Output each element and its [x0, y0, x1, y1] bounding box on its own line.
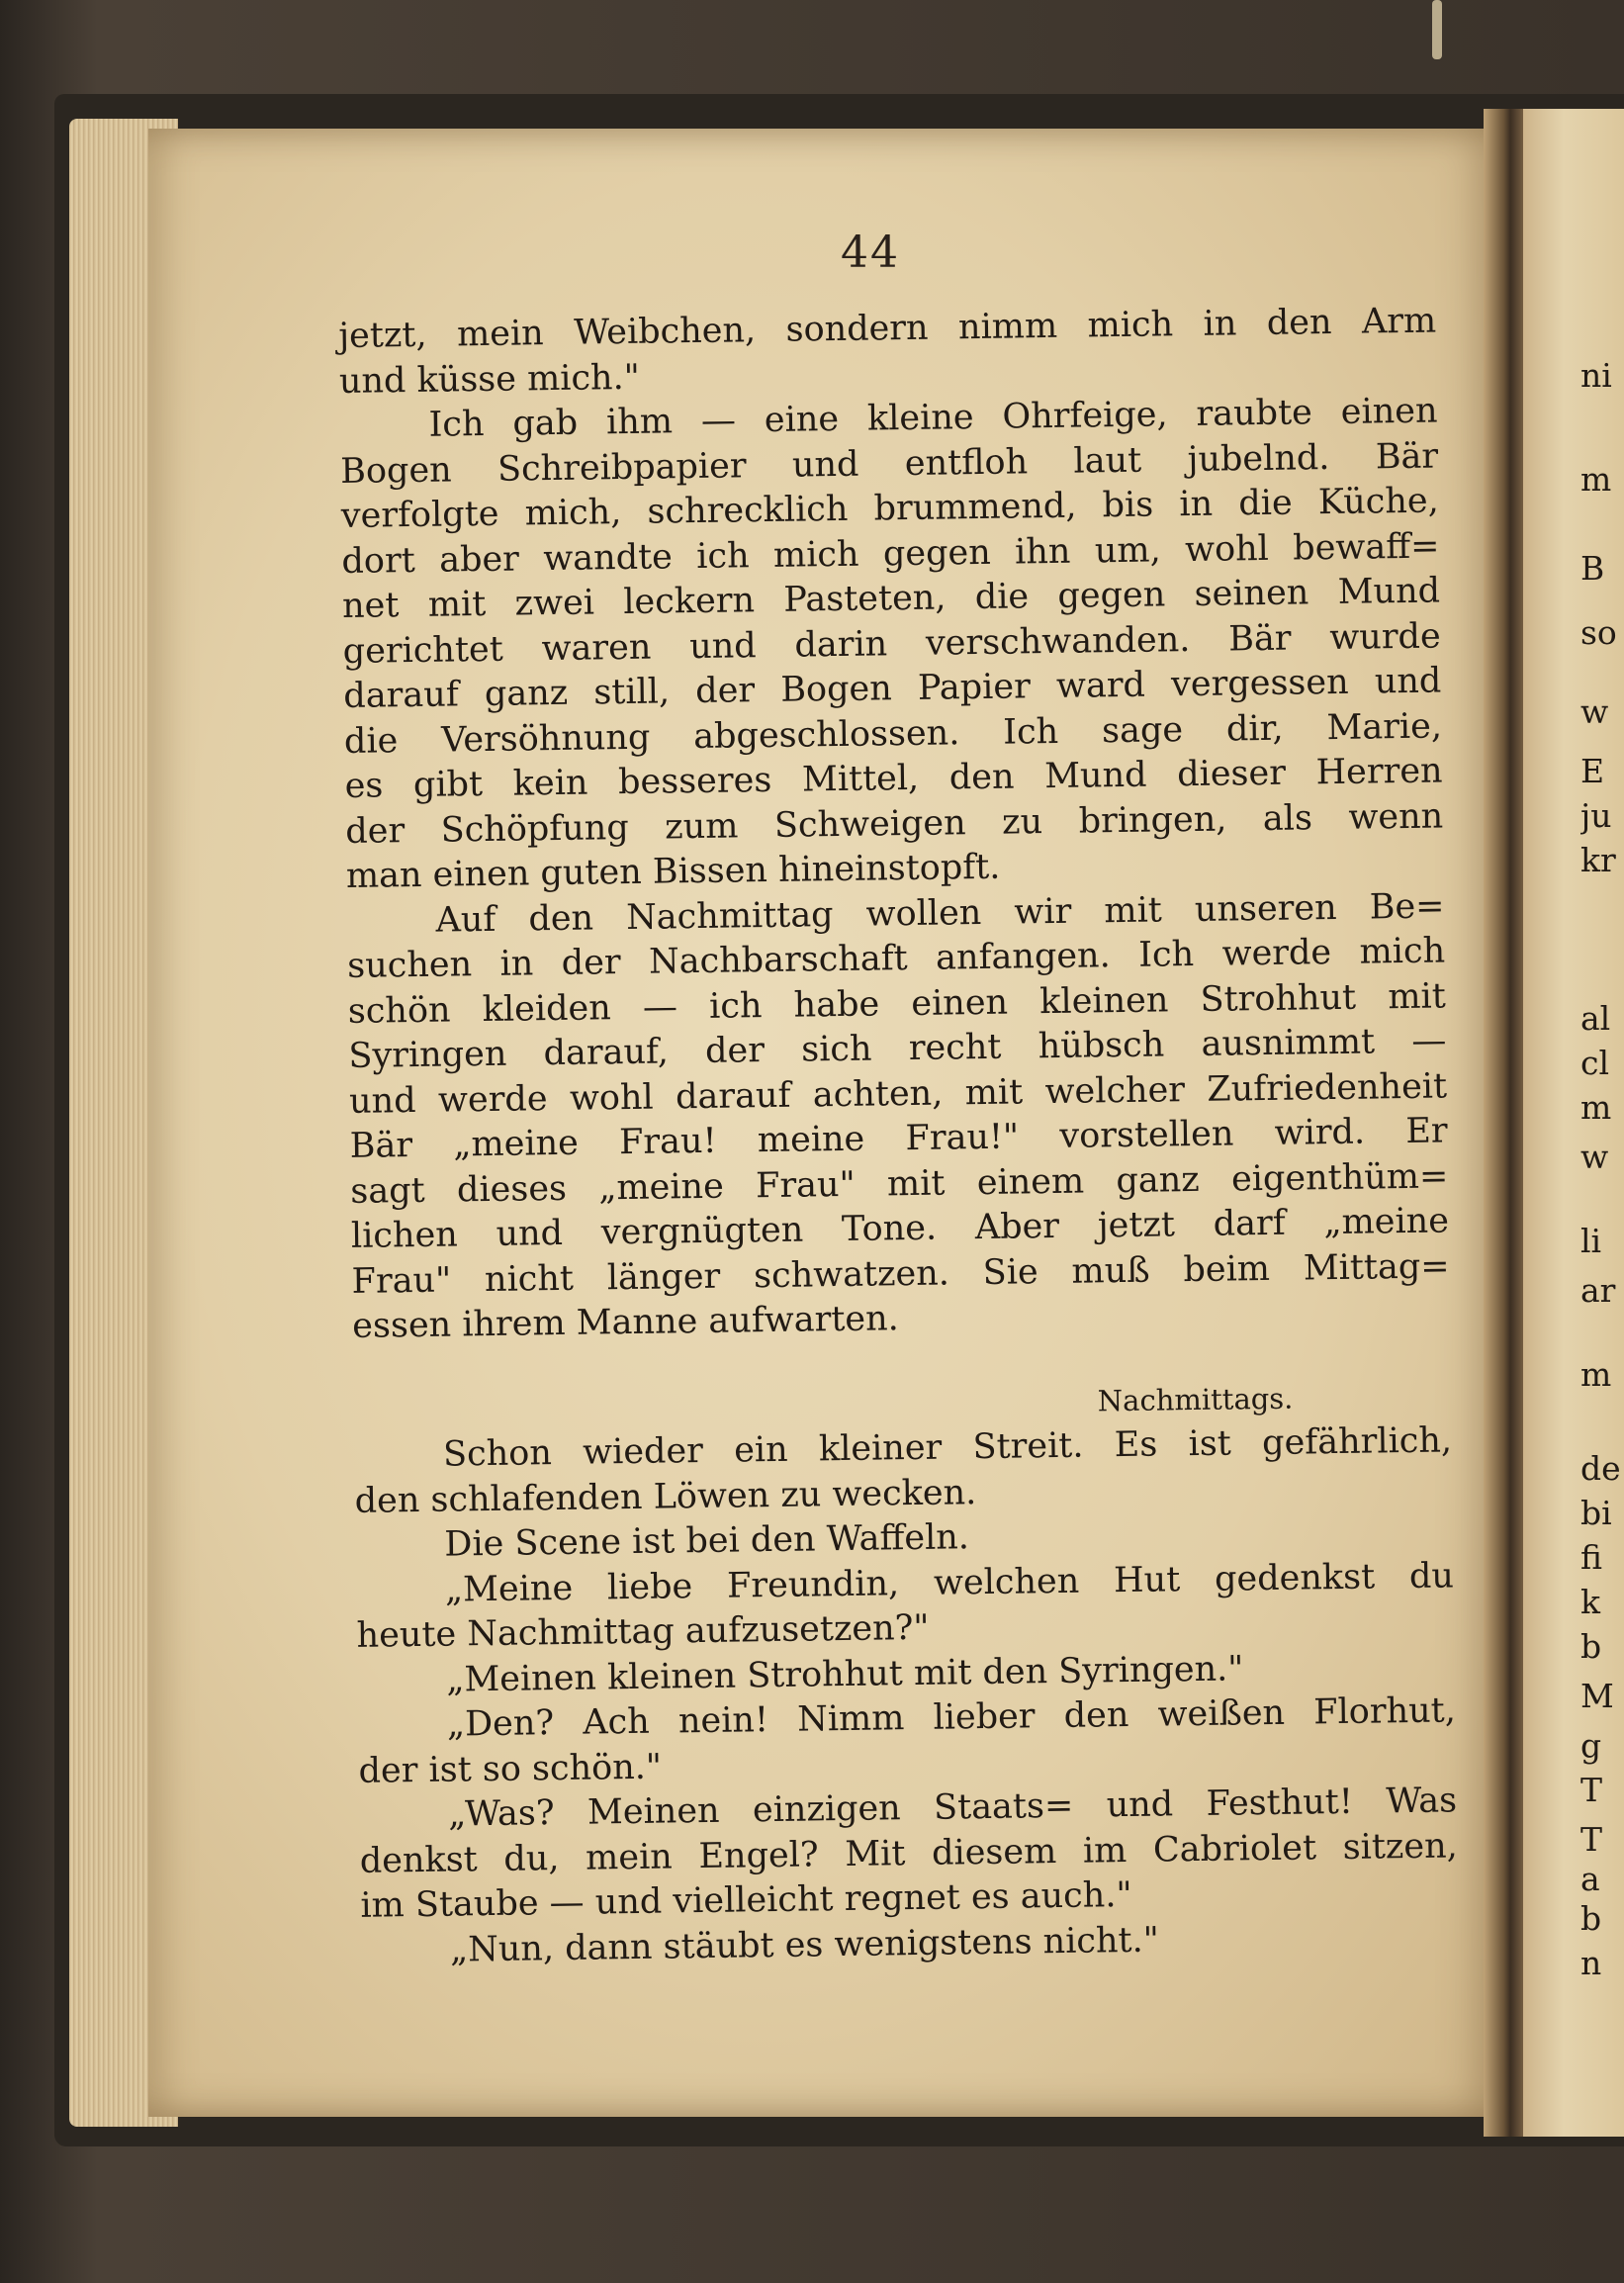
facing-page-fragment: bi — [1580, 1494, 1612, 1532]
facing-page-fragment: cl — [1580, 1044, 1610, 1082]
text-line: und werde wohl darauf achten, mit welcher Zufriedenheit — [348, 1065, 1448, 1122]
facing-page-fragment: E — [1580, 752, 1605, 790]
page-number: 44 — [841, 228, 900, 278]
text-line: es gibt kein besseres Mittel, den Mund dieser Herren — [344, 751, 1443, 806]
facing-page-fragment: m — [1580, 1355, 1612, 1394]
facing-page-fragment: m — [1580, 1088, 1612, 1127]
facing-page-text — [1580, 0, 1624, 2283]
section-heading: Nachmittags. — [1097, 1381, 1294, 1417]
text-line: Bogen Schreibpapier und entfloh laut jubelnd. Bär — [339, 435, 1439, 492]
text-line: „Meine liebe Freundin, welchen Hut gedenkst du — [444, 1555, 1455, 1610]
text-line: suchen in der Nachbarschaft anfangen. Ich werde mich — [346, 931, 1446, 986]
facing-page-fragment: w — [1580, 1138, 1609, 1176]
text-line: denkst du, mein Engel? Mit diesem im Cabriolet sitzen, — [359, 1825, 1459, 1881]
text-line: „Meinen kleinen Strohhut mit den Syringen." — [446, 1648, 1244, 1700]
text-line: im Staube — und vielleicht regnet es auch." — [360, 1874, 1132, 1926]
text-line: der ist so schön." — [358, 1747, 663, 1791]
text-line: dort aber wandte ich mich gegen ihn um, wohl bewaff= — [341, 525, 1440, 582]
text-line: essen ihrem Manne aufwarten. — [352, 1299, 900, 1346]
paragraph — [339, 389, 1444, 899]
facing-page-fragment: T — [1580, 1820, 1603, 1859]
text-line: Die Scene ist bei den Waffeln. — [444, 1517, 970, 1565]
text-line: heute Nachmittag aufzusetzen?" — [356, 1607, 930, 1656]
facing-page-fragment: w — [1580, 692, 1609, 731]
text-line: verfolgte mich, schrecklich brummend, bis in die Küche, — [340, 481, 1440, 536]
facing-page-fragment: al — [1580, 999, 1611, 1038]
facing-page-fragment: li — [1580, 1222, 1602, 1260]
facing-page-fragment: g — [1580, 1726, 1602, 1765]
text-line: Auf den Nachmittag wollen wir mit unseren Be= — [435, 885, 1445, 941]
facing-page-fragment: ni — [1580, 356, 1612, 395]
paragraph — [359, 1779, 1459, 1929]
facing-page-fragment: B — [1580, 549, 1605, 588]
text-line: sagt dieses „meine Frau" mit einem ganz eigenthüm= — [350, 1155, 1449, 1212]
bookmark-string — [1432, 0, 1442, 59]
text-line: darauf ganz still, der Bogen Papier ward vergessen und — [343, 661, 1442, 716]
facing-page-fragment: ar — [1580, 1271, 1616, 1310]
facing-page-fragment: T — [1580, 1771, 1603, 1809]
facing-page-fragment: b — [1580, 1899, 1602, 1938]
text-line: gerichtet waren und darin verschwanden. Bär wurde — [342, 615, 1441, 672]
paragraph — [354, 1418, 1453, 1523]
facing-page-fragment: kr — [1580, 841, 1616, 879]
page-text — [338, 300, 1459, 1974]
paragraph — [358, 1689, 1457, 1793]
facing-page-fragment: so — [1580, 613, 1617, 652]
text-line: „Was? Meinen einzigen Staats= und Festhut! Was — [447, 1781, 1458, 1835]
text-line: „Nun, dann stäubt es wenigstens nicht." — [449, 1920, 1160, 1970]
paragraph — [346, 884, 1450, 1349]
facing-page-fragment: a — [1580, 1860, 1600, 1898]
text-line: man einen guten Bissen hineinstopft. — [345, 847, 1001, 896]
facing-page-fragment: m — [1580, 460, 1612, 499]
text-line: Ich gab ihm — eine kleine Ohrfeige, raubte einen — [428, 391, 1438, 445]
text-line: Syringen darauf, der sich recht hübsch ausnimmt — — [348, 1021, 1447, 1076]
facing-page-fragment: b — [1580, 1627, 1602, 1666]
text-line: net mit zwei leckern Pasteten, die gegen seinen Mund — [341, 571, 1441, 626]
text-line: die Versöhnung abgeschlossen. Ich sage dir, Marie, — [343, 705, 1443, 762]
text-line: und küsse mich." — [338, 357, 641, 402]
facing-page-fragment: k — [1580, 1583, 1600, 1621]
text-line: „Den? Ach nein! Nimm lieber den weißen Florhut, — [446, 1690, 1457, 1745]
facing-page-fragment: de — [1580, 1449, 1621, 1488]
text-line: Bär „meine Frau! meine Frau!" vorstellen wird. Er — [349, 1111, 1448, 1166]
book-gutter — [1484, 109, 1528, 2137]
facing-page-fragment: n — [1580, 1944, 1602, 1982]
facing-page-fragment: fi — [1580, 1538, 1603, 1577]
text-line: Schon wieder ein kleiner Streit. Es ist gefährlich, — [442, 1420, 1453, 1475]
text-line: jetzt, mein Weibchen, sondern nimm mich in den Arm — [338, 301, 1437, 356]
paragraph — [356, 1554, 1455, 1659]
text-line: schön kleiden — ich habe einen kleinen Strohhut mit — [347, 975, 1447, 1032]
text-line: Frau" nicht länger schwatzen. Sie muß beim Mittag= — [351, 1245, 1450, 1302]
facing-page-fragment: ju — [1580, 796, 1612, 835]
facing-page-fragment: M — [1580, 1677, 1614, 1715]
paragraph — [338, 300, 1437, 405]
text-line: der Schöpfung zum Schweigen zu bringen, als wenn — [345, 795, 1444, 852]
text-line: lichen und vergnügten Tone. Aber jetzt darf „meine — [350, 1201, 1450, 1256]
text-line: den schlafenden Löwen zu wecken. — [354, 1472, 977, 1521]
